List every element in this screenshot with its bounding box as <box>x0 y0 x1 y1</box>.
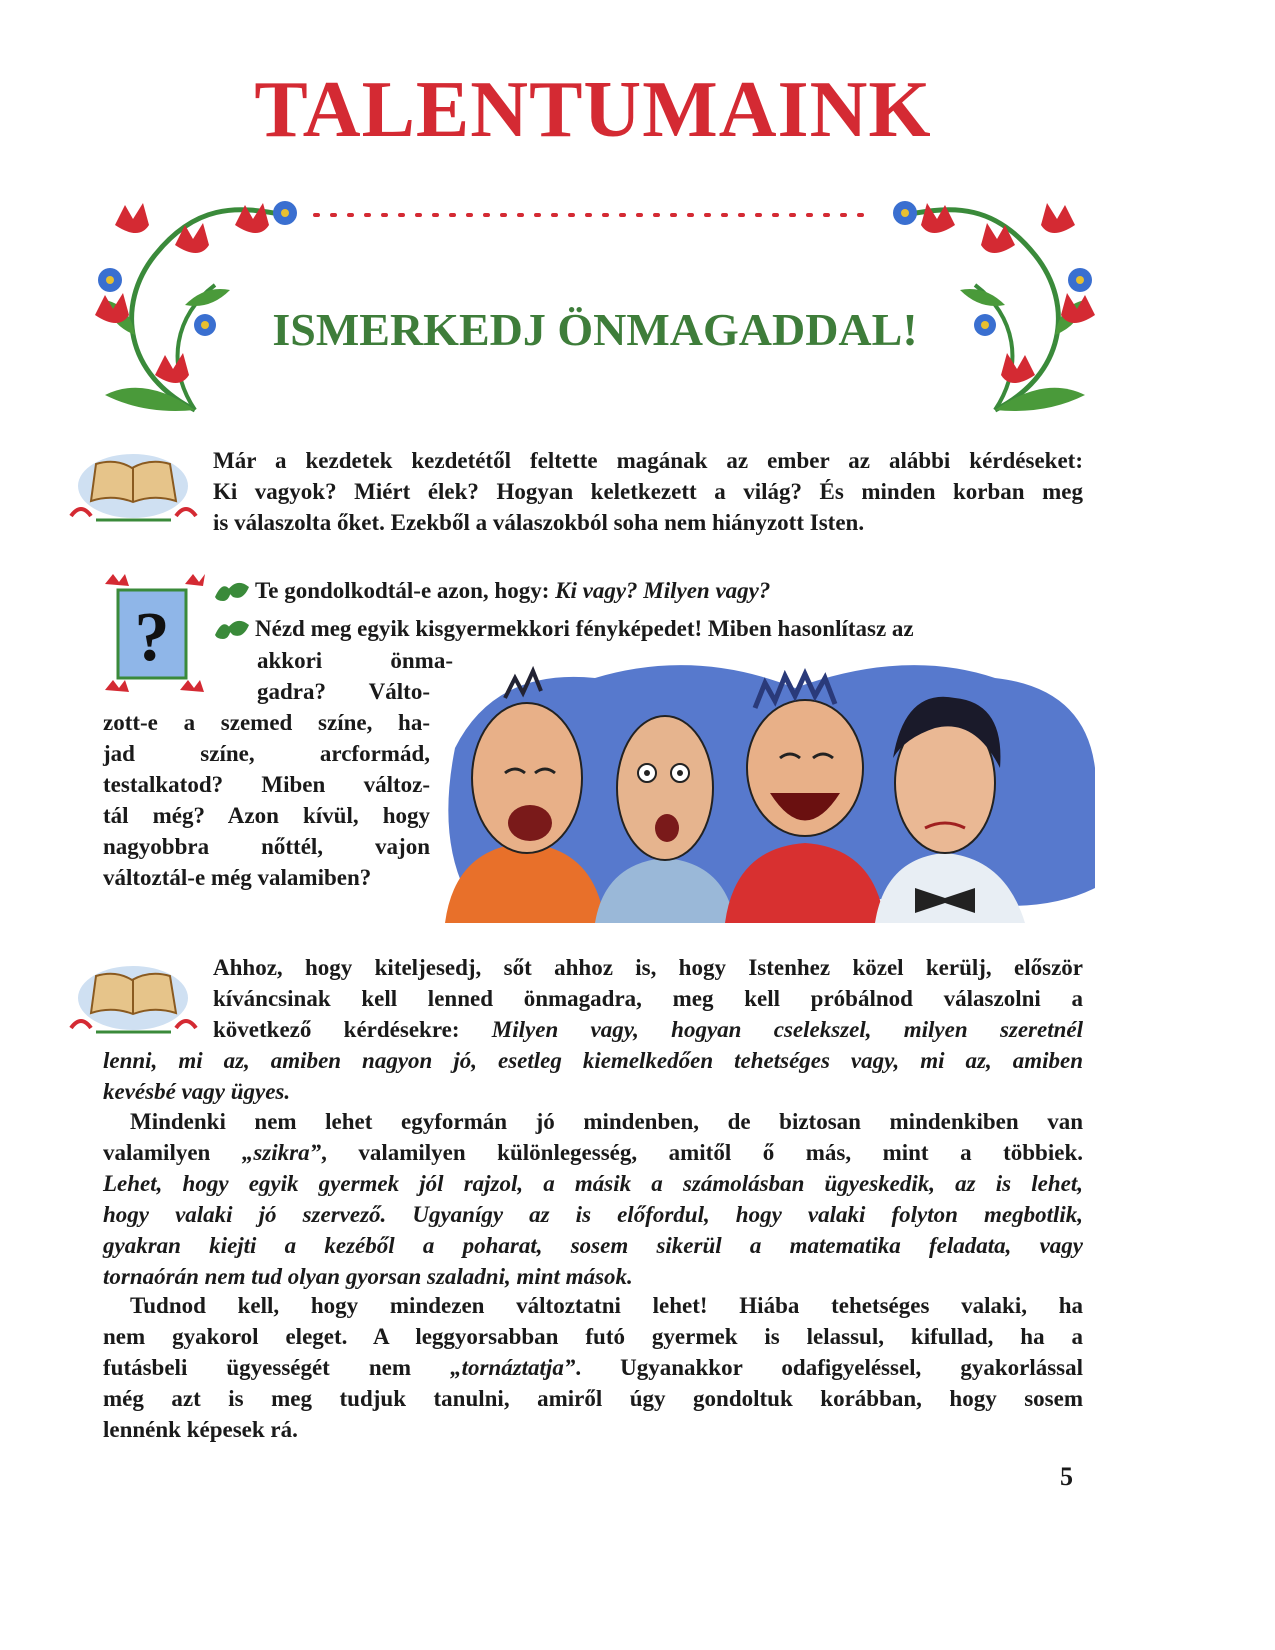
body-paragraph-4 <box>103 1106 1083 1292</box>
text-line <box>103 1261 1083 1292</box>
text-line <box>257 676 430 707</box>
text-line <box>103 1352 1083 1383</box>
text-line <box>255 613 1083 644</box>
svg-text:?: ? <box>134 599 170 676</box>
text-line <box>103 831 430 862</box>
italic-text: hogy valaki jó szervező. Ugyanígy az is előfordul, hogy valaki folyton megbotlik, <box>103 1202 1083 1227</box>
text-line <box>103 1076 1083 1107</box>
italic-text: Ki vagy? Milyen vagy? <box>555 578 771 603</box>
text-line <box>213 1014 1083 1045</box>
section-heading: ISMERKEDJ ÖNMAGADDAL! <box>272 304 918 355</box>
text-line <box>213 952 1083 983</box>
text-segment: valamilyen <box>103 1140 242 1165</box>
text-segment: Nézd meg egyik kisgyermekkori fényképedet! Miben hasonlítasz az <box>255 616 914 641</box>
text-line <box>103 1168 1083 1199</box>
text-line <box>103 1414 1083 1445</box>
text-segment: tál még? Azon kívül, hogy <box>103 803 430 828</box>
text-segment: Már a kezdetek kezdetétől feltette magának az ember az alábbi kérdéseket: <box>213 448 1083 473</box>
italic-text: lenni, mi az, amiben nagyon jó, esetleg kiemelkedően tehetséges vagy, mi az, amiben <box>103 1048 1083 1073</box>
text-line <box>213 476 1083 507</box>
text-line <box>103 1199 1083 1230</box>
text-line <box>103 1137 1083 1168</box>
text-segment: is válaszolta őket. Ezekből a válaszokból soha nem hiányzott Isten. <box>213 510 865 535</box>
italic-text: Milyen vagy, hogyan cselekszel, milyen szeretnél <box>491 1017 1083 1042</box>
body-paragraph-3 <box>103 952 1083 1107</box>
text-segment: még azt is meg tudjuk tanulni, amiről úgy gondoltuk korábban, hogy sosem <box>103 1386 1083 1411</box>
bullet-question-2-continued <box>103 645 453 893</box>
text-line <box>103 738 430 769</box>
text-line <box>213 507 1083 538</box>
bullet-question-1 <box>255 575 1083 606</box>
text-segment: Ki vagyok? Miért élek? Hogyan keletkezett a világ? És minden korban meg <box>213 479 1083 504</box>
text-line <box>103 1230 1083 1261</box>
four-faces-illustration <box>435 648 1105 923</box>
text-segment: kíváncsinak kell lenned önmagadra, meg kell próbálnod válaszolni a <box>213 986 1083 1011</box>
text-segment: , valamilyen különlegesség, amitől ő más, mint a többiek. <box>321 1140 1083 1165</box>
text-line <box>103 800 430 831</box>
text-segment: Tudnod kell, hogy mindezen változtatni lehet! Hiába tehetséges valaki, ha <box>130 1293 1083 1318</box>
text-segment: zott-e a szemed színe, ha- <box>103 710 430 735</box>
italic-text: kevésbé vagy ügyes. <box>103 1079 291 1104</box>
text-line <box>213 983 1083 1014</box>
text-segment: Mindenki nem lehet egyformán jó mindenben, de biztosan mindenkiben van <box>130 1109 1083 1134</box>
text-segment: Ahhoz, hogy kiteljesedj, sőt ahhoz is, hogy Istenhez közel kerülj, először <box>213 955 1083 980</box>
text-line <box>103 1106 1083 1137</box>
text-line <box>257 645 453 676</box>
open-book-icon <box>66 446 201 528</box>
text-segment: jad színe, arcformád, <box>103 741 430 766</box>
text-line <box>103 769 430 800</box>
text-line <box>103 1045 1083 1076</box>
text-line <box>103 862 430 893</box>
text-segment: . Ugyanakkor odafigyeléssel, gyakorlással <box>575 1355 1084 1380</box>
text-segment: Te gondolkodtál-e azon, hogy: <box>255 578 556 603</box>
body-paragraph-5 <box>103 1290 1083 1445</box>
bullet-question-2 <box>255 613 1083 644</box>
italic-text: gyakran kiejti a kezéből a poharat, sosem sikerül a matematika feladata, vagy <box>103 1233 1083 1258</box>
text-line <box>255 575 1083 606</box>
text-segment: következő kérdésekre: <box>213 1017 492 1042</box>
text-segment: nem gyakorol eleget. A leggyorsabban futó gyermek is lelassul, kifullad, ha a <box>103 1324 1083 1349</box>
text-line <box>213 445 1083 476</box>
text-line <box>103 707 430 738</box>
leaf-bullet-icon <box>213 577 251 603</box>
text-segment: futásbeli ügyességét nem <box>103 1355 451 1380</box>
leaf-bullet-icon <box>213 615 251 641</box>
italic-text: Lehet, hogy egyik gyermek jól rajzol, a másik a számolásban ügyeskedik, az is lehet, <box>103 1171 1083 1196</box>
text-line <box>103 1383 1083 1414</box>
intro-paragraph <box>213 445 1083 538</box>
page-number: 5 <box>1060 1462 1073 1491</box>
italic-text: „tornáztatja” <box>450 1355 576 1380</box>
text-segment: testalkatod? Miben változ- <box>103 772 430 797</box>
text-segment: lennénk képesek rá. <box>103 1417 298 1442</box>
text-segment: változtál-e még valamiben? <box>103 865 372 890</box>
italic-text: „szikra” <box>241 1140 322 1165</box>
italic-text: tornaórán nem tud olyan gyorsan szaladni, mint mások. <box>103 1264 633 1289</box>
text-segment: nagyobbra nőttél, vajon <box>103 834 430 859</box>
text-segment: gadra? Válto- <box>257 679 430 704</box>
page-title: TALENTUMAINK <box>254 66 932 154</box>
text-line <box>103 1290 1083 1321</box>
text-segment: akkori önma- <box>257 648 453 673</box>
text-line <box>103 1321 1083 1352</box>
